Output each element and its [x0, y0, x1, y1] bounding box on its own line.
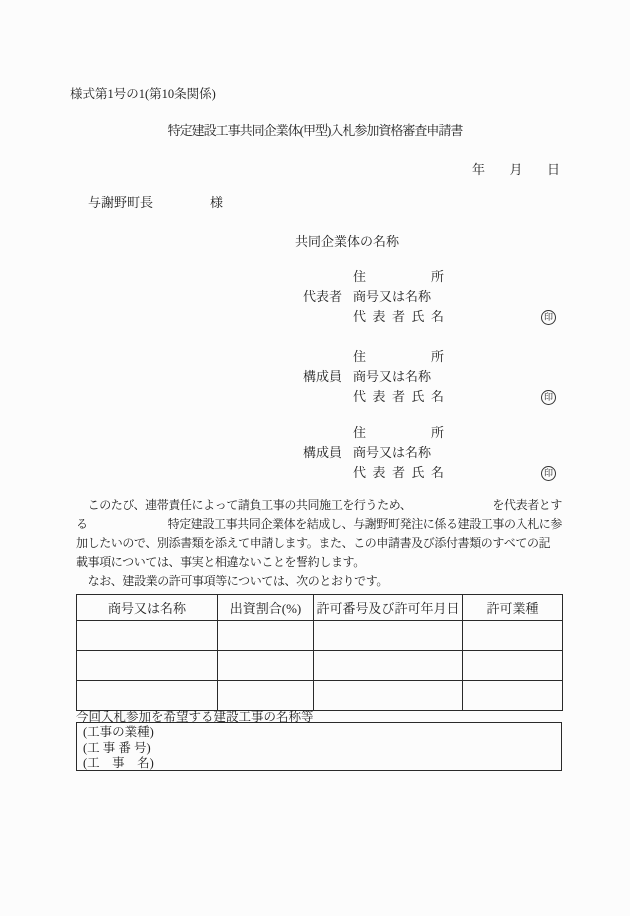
paragraph-text: なお、建設業の許可事項等については、次のとおりです。 [76, 574, 389, 588]
recipient-name: 与謝野町長 [88, 195, 154, 210]
table-row [77, 651, 563, 681]
representative-name-label: 代 表 者 氏 名 [353, 309, 445, 324]
company-name-label: 商号又は名称 [353, 289, 432, 304]
representative-name-label: 代 表 者 氏 名 [353, 465, 445, 480]
paragraph-line [76, 496, 562, 515]
seal-stamp-icon [541, 310, 556, 325]
paragraph-line [76, 572, 562, 591]
works-item-number: (工 事 番 号) [83, 740, 151, 755]
seal-stamp-icon [541, 390, 556, 405]
paragraph-text: 載事項については、事実と相違ないことを誓約します。 [76, 555, 365, 569]
table-header-cell: 出資割合(%) [218, 595, 314, 621]
signature-block-member-1 [303, 347, 556, 407]
table-cell [218, 621, 314, 651]
paragraph-text: このたび、連帯責任によって請負工事の共同施工を行うため、 [76, 498, 412, 512]
table-header-cell: 許可業種 [463, 595, 563, 621]
address-label: 住 所 [353, 425, 445, 440]
form-number: 様式第1号の1(第10条関係) [70, 87, 216, 101]
day-label: 日 [546, 162, 560, 177]
address-label: 住 所 [353, 349, 445, 364]
company-name-label: 商号又は名称 [353, 445, 432, 460]
role-label: 構成員 [303, 369, 343, 384]
company-name-label: 商号又は名称 [353, 369, 432, 384]
paragraph-line [76, 553, 562, 572]
permit-table [76, 594, 563, 711]
seal-character: 印 [543, 467, 553, 478]
signature-block-member-2 [303, 423, 556, 483]
table-cell [463, 681, 563, 711]
table-header-row [77, 595, 563, 621]
table-header-cell: 許可番号及び許可年月日 [314, 595, 463, 621]
jv-name-label: 共同企業体の名称 [295, 234, 400, 249]
table-header-cell: 商号又は名称 [77, 595, 218, 621]
paragraph-line [76, 515, 562, 534]
year-label: 年 [472, 162, 486, 177]
paragraph-text: を代表者とす [492, 498, 562, 512]
signature-block-representative [303, 267, 556, 327]
table-cell [77, 621, 218, 651]
works-item-name: (工 事 名) [83, 756, 154, 770]
paragraph-text: 加したいので、別添書類を添えて申請します。また、この申請書及び添付書類のすべての記 [76, 536, 551, 550]
table-cell [77, 681, 218, 711]
table-cell [463, 651, 563, 681]
construction-works-box [76, 722, 562, 771]
recipient-line [88, 192, 223, 211]
document-title: 特定建設工事共同企業体(甲型)入札参加資格審査申請書 [167, 123, 463, 138]
paragraph-line [76, 534, 562, 553]
seal-stamp-icon [541, 466, 556, 481]
table-cell [463, 621, 563, 651]
body-paragraph [76, 496, 562, 591]
table-cell [314, 621, 463, 651]
table-cell [314, 651, 463, 681]
representative-name-label: 代 表 者 氏 名 [353, 389, 445, 404]
recipient-honorific: 様 [210, 195, 224, 210]
date-line [472, 159, 560, 178]
construction-works-heading: 今回入札参加を希望する建設工事の名称等 [76, 710, 314, 724]
seal-character: 印 [543, 311, 553, 322]
address-label: 住 所 [353, 269, 445, 284]
table-cell [77, 651, 218, 681]
role-label: 代表者 [303, 289, 343, 304]
month-label: 月 [509, 162, 523, 177]
table-row [77, 621, 563, 651]
paragraph-text: 特定建設工事共同企業体を結成し、与謝野町発注に係る建設工事の入札に参 [167, 517, 562, 531]
table-row [77, 681, 563, 711]
table-cell [218, 681, 314, 711]
works-item-type: (工事の業種) [83, 725, 154, 739]
role-label: 構成員 [303, 445, 343, 460]
table-cell [314, 681, 463, 711]
table-cell [218, 651, 314, 681]
seal-character: 印 [543, 391, 553, 402]
paragraph-text: る [76, 517, 88, 531]
